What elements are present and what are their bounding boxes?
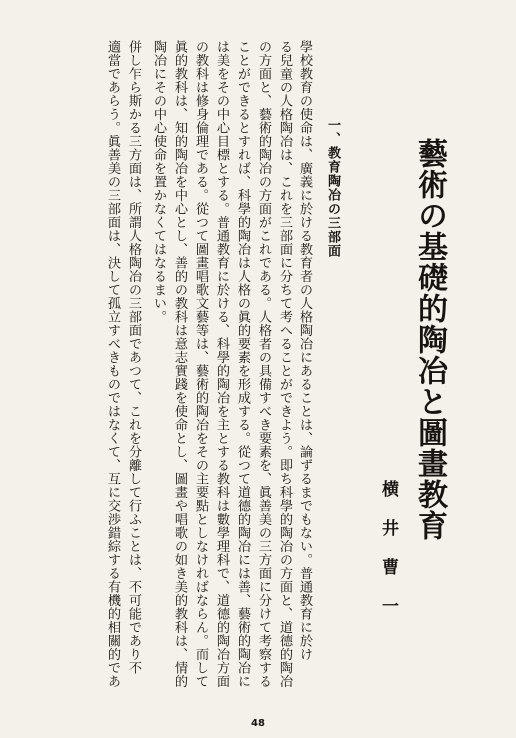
page-number: 48 xyxy=(251,718,265,729)
body-column-3: の方面と、藝術的陶冶の方面がこれである。人格者の具備すべき要素を、眞善美の三方面に分けて考察する xyxy=(256,40,271,688)
section-heading: 一、教育陶冶の三部面 xyxy=(325,118,340,258)
article-title: 藝術の基礎的陶冶と圖畫教育 xyxy=(412,138,447,541)
body-column-9: 併し乍ら斯かる三方面は、所謂人格陶冶の三部面であつて、これを分離して行ふことは、不可能であり不 xyxy=(126,40,141,675)
body-column-6: の教科は修身倫理である。從つて圖畫唱歌文藝等は、藝術的陶冶をその主要點としなければならん。而して xyxy=(193,40,208,688)
body-column-1: 學校教育の使命は、廣義に於ける教育者の人格陶冶にあることは、論ずるまでもない。普通教育に於け xyxy=(297,40,312,661)
body-column-2: る兒童の人格陶冶は、これを三部面に分ちて考へることができよう。即ち科學的陶冶の方面と、道德的陶冶 xyxy=(277,40,292,688)
author-name: 横井曹一 xyxy=(378,480,398,636)
body-column-4: ことができるとすれば、科學的陶冶は人格の眞的要素を形成する。從つて道德的陶冶には善、藝術的陶冶に xyxy=(235,40,250,688)
body-column-7: 眞的教科は、知的陶冶を中心とし、善的の教科は意志實踐を使命とし、圖畫や唱歌の如き美的教科は、情的 xyxy=(172,40,187,688)
body-column-5: は美をその中心目標とする。普通教育に於ける、科學的陶冶を主とする教科は數學理科で、道德的陶冶方面 xyxy=(214,40,229,688)
body-column-8: 陶冶にその中心使命を置かなくてはなるまい。 xyxy=(151,40,166,324)
body-column-10: 適當であらう。眞善美の三部面は、決して孤立すべきものではなくて、互に交渉錯綜する有機的相關的であ xyxy=(105,40,120,688)
